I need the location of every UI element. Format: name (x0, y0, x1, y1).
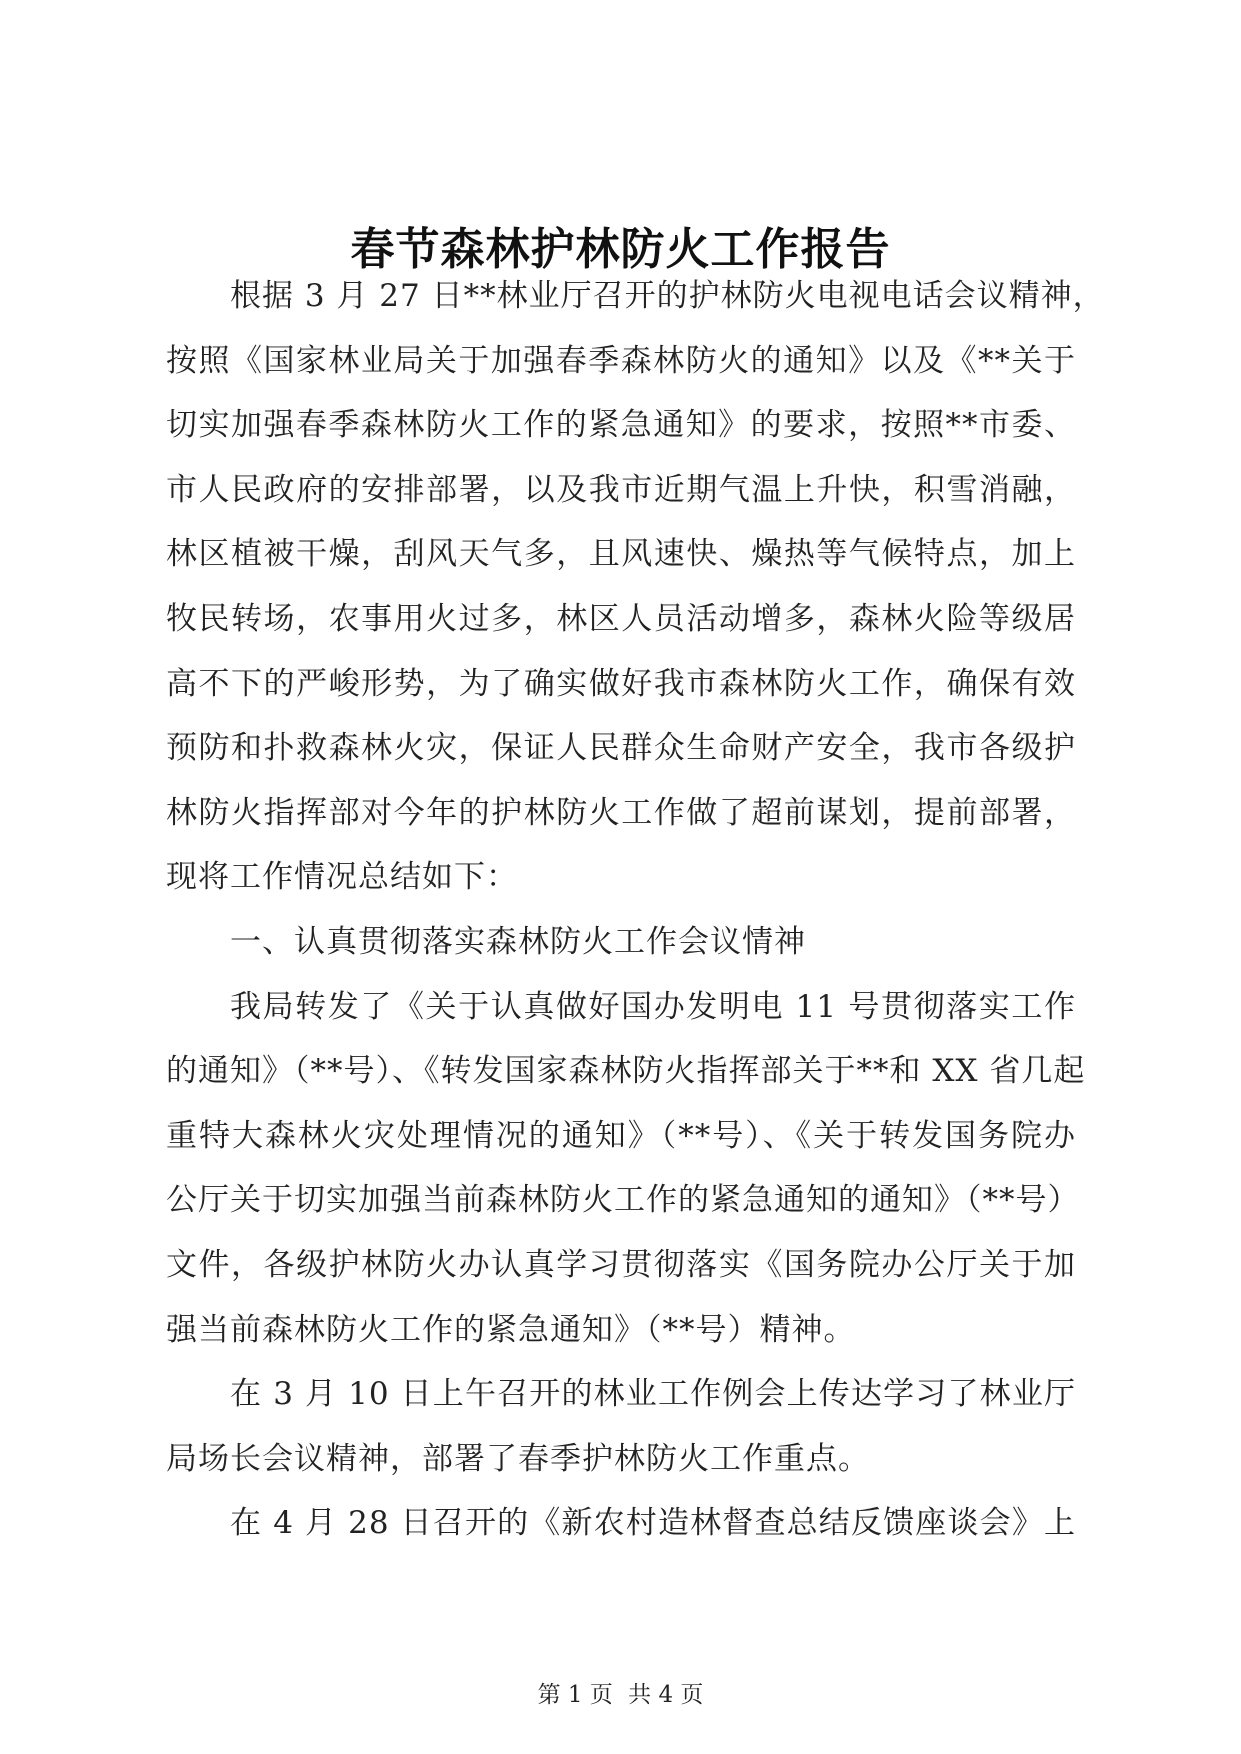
paragraph-line: 林区植被干燥，刮风天气多，且风速快、燥热等气候特点，加上 (166, 536, 1076, 573)
total-pages: 共 4 页 (628, 1682, 704, 1708)
section-heading: 一、认真贯彻落实森林防火工作会议情神 (230, 923, 806, 960)
paragraph-line: 按照《国家林业局关于加强春季森林防火的通知》以及《**关于 (166, 342, 1076, 379)
page-footer (0, 1680, 1241, 1710)
paragraph-line: 牧民转场，农事用火过多，林区人员活动增多，森林火险等级居 (166, 600, 1076, 637)
paragraph-line: 林防火指挥部对今年的护林防火工作做了超前谋划，提前部署， (166, 794, 1076, 831)
paragraph-line: 我局转发了《关于认真做好国办发明电 11 号贯彻落实工作 (230, 988, 1076, 1025)
paragraph-line: 的通知》（**号）、《转发国家森林防火指挥部关于**和 XX 省几起 (166, 1053, 1086, 1090)
paragraph-line: 重特大森林火灾处理情况的通知》（**号）、《关于转发国务院办 (166, 1117, 1076, 1154)
document-title: 春节森林护林防火工作报告 (350, 224, 891, 275)
paragraph-line: 市人民政府的安排部署，以及我市近期气温上升快，积雪消融， (166, 471, 1076, 508)
paragraph-line: 在 4 月 28 日召开的《新农村造林督查总结反馈座谈会》上 (230, 1505, 1076, 1542)
paragraph-line: 预防和扑救森林火灾，保证人民群众生命财产安全，我市各级护 (166, 730, 1076, 767)
paragraph-line: 在 3 月 10 日上午召开的林业工作例会上传达学习了林业厅 (230, 1376, 1076, 1413)
paragraph-line: 局场长会议精神，部署了春季护林防火工作重点。 (166, 1440, 870, 1477)
paragraph-line: 高不下的严峻形势，为了确实做好我市森林防火工作，确保有效 (166, 665, 1076, 702)
paragraph-line: 公厅关于切实加强当前森林防火工作的紧急通知的通知》（**号） (166, 1182, 1080, 1219)
paragraph-line: 现将工作情况总结如下： (166, 859, 518, 896)
page-number: 第 1 页 (537, 1682, 613, 1708)
paragraph-line: 强当前森林防火工作的紧急通知》（**号）精神。 (166, 1311, 856, 1348)
document-body (166, 264, 1105, 1556)
paragraph-line: 切实加强春季森林防火工作的紧急通知》的要求，按照**市委、 (166, 407, 1076, 444)
paragraph-line: 文件，各级护林防火办认真学习贯彻落实《国务院办公厅关于加 (166, 1246, 1076, 1283)
paragraph-line: 根据 3 月 27 日**林业厅召开的护林防火电视电话会议精神， (230, 278, 1105, 314)
